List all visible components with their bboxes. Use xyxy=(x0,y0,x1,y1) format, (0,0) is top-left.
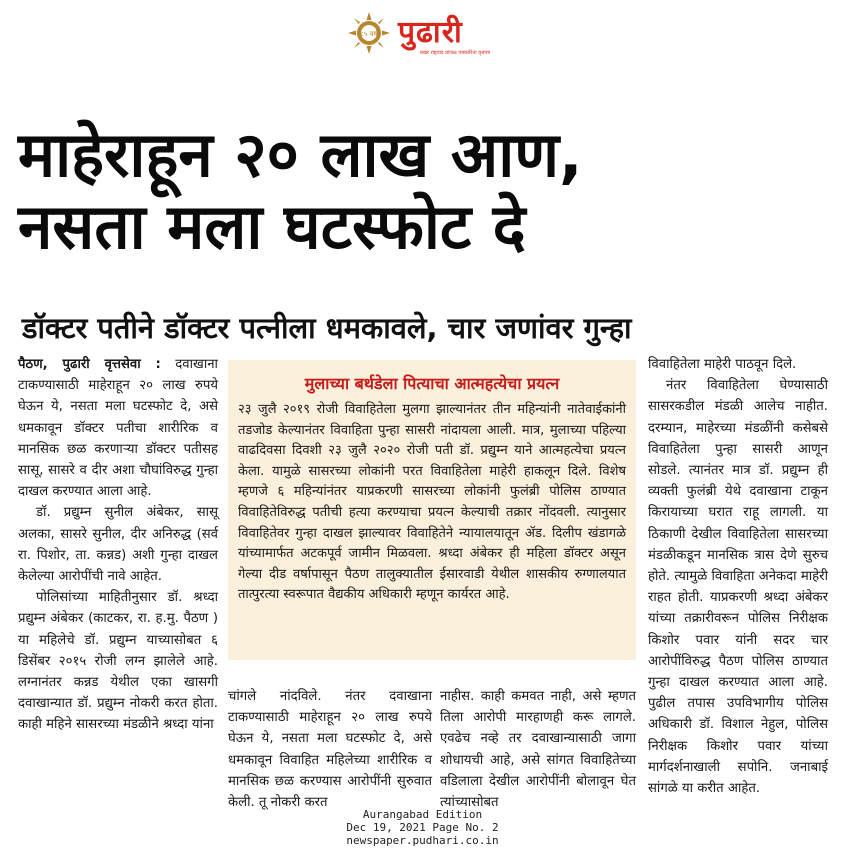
svg-text:८५ वर्ष: ८५ वर्ष xyxy=(360,30,378,38)
article-column-left xyxy=(18,354,218,736)
headline-line-1: माहेराहून २० लाख आण, xyxy=(18,118,583,191)
headline-line-2: नसता मला घटस्फोट दे xyxy=(18,190,526,263)
sun-emblem-icon xyxy=(348,12,390,54)
sidebar-box-body: २३ जुलै २०१९ रोजी विवाहितेला मुलगा झाल्यानंतर तीन महिन्यांनी नातेवाईकांनी तडजोड केल्यानंतर विवाहिता पुन्हा सासरी नांदायला आली. मात्र, मुलाच्या पहिल्या वाढदिवसा दिवशी २३ जुलै २०२० रोजी पती डॉ. प्रद्युम्न याने आत्महत्येचा प्रयत्न केला. यामुळे सासरच्या लोकांनी परत विवाहितेला माहेरी हाकलून दिले. विशेष म्हणजे ६ महिन्यांनंतर याप्रकरणी सासरच्या लोकांनी फुलंब्री पोलिस ठाण्यात विवाहितेविरुद्ध पतीची हत्या करण्याचा प्रयत्न केल्याची तक्रार नोंदवली. त्यानुसार विवाहितेवर गुन्हा दाखल झाल्यावर विवाहितेने न्यायालयातून ॲड. दिलीप खंडागळे यांच्यामार्फत अटकपूर्व जामीन मिळवला. श्रध्दा अंबेकर ही महिला डॉक्टर असून गेल्या दीड वर्षापासून पैठण तालुक्यातील ईसारवाडी येथील शासकीय रुग्णालयात तात्पुरत्या स्वरूपात वैद्यकीय अधिकारी म्हणून कार्यरत आहे. xyxy=(238,402,626,603)
article-paragraph: डॉ. प्रद्युम्न सुनील अंबेकर, सासू अलका, सासरे सुनील, दीर अनिरुद्ध (सर्व रा. पिशोर, ता. कन्नड) अशी गुन्हा दाखल केलेल्या आरोपींची नावे आहेत. xyxy=(18,505,218,585)
masthead xyxy=(0,8,845,60)
article-paragraph: नंतर विवाहितेला घेण्यासाठी सासरकडील मंडळी आलेच नाहीत. दरम्यान, माहेरच्या मंडळींनी कसेबसे विवाहितेला पुन्हा सासरी आणून सोडले. त्यानंतर मात्र डॉ. प्रद्युम्न ही व्यक्ती फुलंब्री येथे दवाखाना टाकून किरायाच्या घरात राहू लागली. या ठिकाणी देखील विवाहितेला सासरच्या मंडळीकडून मानसिक त्रास देणे सुरुच होते. त्यामुळे विवाहिता अनेकदा माहेरी राहत होती. याप्रकरणी श्रध्दा अंबेकर यांच्या तक्रारीवरून पोलिस निरीक्षक किशोर पवार यांनी सदर चार आरोपींविरुद्ध पैठण पोलिस ठाण्यात गुन्हा दाखल करण्यात आला आहे. पुढील तपास उपविभागीय पोलिस अधिकारी डॉ. विशाल नेहुल, पोलिस निरीक्षक किशोर पवार यांच्या मार्गदर्शनाखाली सपोनि. जनाबाई सांगळे या करीत आहेत. xyxy=(648,378,828,797)
article-column-middle-right xyxy=(440,686,636,813)
article-paragraph xyxy=(18,354,218,502)
article-paragraph: विवाहितेला माहेरी पाठवून दिले. xyxy=(648,357,797,372)
page-footer xyxy=(0,808,845,847)
edition-name: Aurangabad Edition xyxy=(362,808,483,821)
sidebar-box xyxy=(228,360,636,660)
dateline: पैठण, पुढारी वृत्तसेवा : xyxy=(18,357,161,372)
article-paragraph: चांगले नांदविले. नंतर दवाखाना टाकण्यासाठी माहेराहून २० लाख रुपये घेऊन ये, नसता मला घटस्फोट दे, असे धमकावून विवाहित महिलेच्या शारीरिक व मानसिक छळ करण्यास आरोपींनी सुरुवात केली. तू नोकरी करत xyxy=(228,689,432,811)
article-paragraph: नाहीस. काही कमवत नाही, असे म्हणत तिला आरोपी मारहाणही करू लागले. एवढेच नव्हे तर दवाखान्यासाठी जागा शोधायची आहे, असे सांगत विवाहितेच्या वडिलाला देखील आरोपींनी बोलावून घेत त्यांच्यासोबत xyxy=(440,689,636,811)
paragraph-text: दवाखाना टाकण्यासाठी माहेराहून २० लाख रुपये घेऊन ये, नसता मला घटस्फोट दे, असे धमकावून डॉक्टर पतीचा शारीरिक व मानसिक छळ करणाऱ्या डॉक्टर पतीसह सासू, सासरे व दीर अशा चौघांविरुद्ध गुन्हा दाखल करण्यात आला आहे. xyxy=(18,357,218,500)
brand-tagline: प्रखर राष्ट्रवाद प्रांजळ पत्रकारिता वृत्तपत्र xyxy=(420,50,491,56)
brand-name: पुढारी xyxy=(398,15,463,50)
article-column-right xyxy=(648,354,828,799)
site-url: newspaper.pudhari.co.in xyxy=(346,834,499,847)
sidebar-box-title: मुलाच्या बर्थडेला पित्याचा आत्महत्येचा प्रयत्न xyxy=(304,374,560,393)
date-and-page: Dec 19, 2021 Page No. 2 xyxy=(346,821,499,834)
article-paragraph: पोलिसांच्या माहितीनुसार डॉ. श्रध्दा प्रद्युम्न अंबेकर (काटकर, रा. ह.मु. पैठण ) या महिलेचे डॉ. प्रद्युम्न याच्यासोबत ६ डिसेंबर २०१५ रोजी लग्न झालेले आहे. लग्नानंतर कन्नड येथील एका खासगी दवाखान्यात डॉ. प्रद्युम्न नोकरी करत होता. काही महिने सासरच्या मंडळीने श्रध्दा यांना xyxy=(18,590,218,733)
article-column-middle-left xyxy=(228,686,432,813)
subheadline: डॉक्टर पतीने डॉक्टर पत्नीला धमकावले, चार जणांवर गुन्हा xyxy=(22,311,632,345)
